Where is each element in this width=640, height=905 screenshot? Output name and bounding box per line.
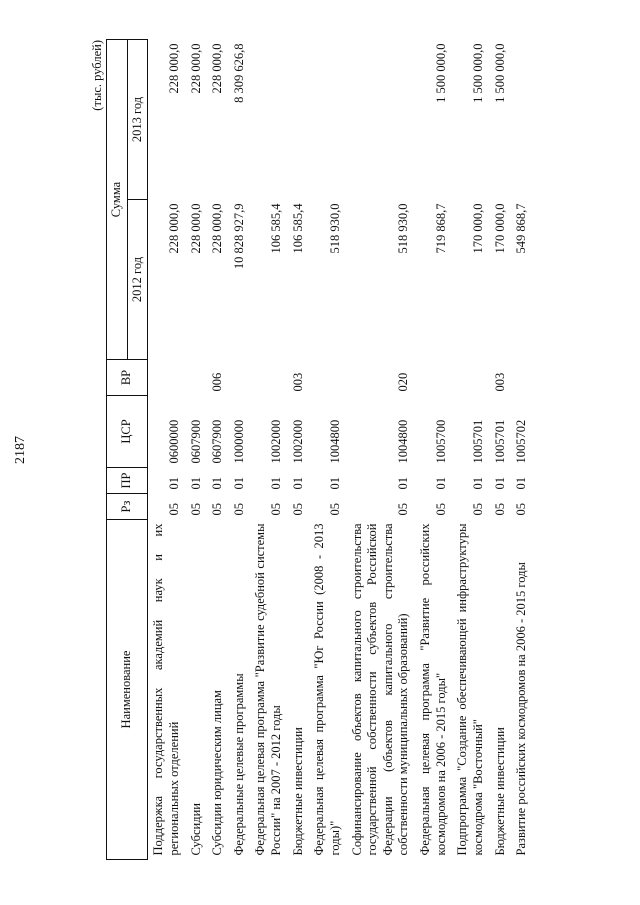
row-vr: 003 (290, 372, 305, 392)
row-pr: 01 (269, 477, 283, 490)
table-row (250, 40, 287, 860)
row-csr: 1000000 (231, 419, 246, 464)
row-amount-2013: 1 500 000,0 (433, 43, 448, 103)
table-row (229, 40, 251, 860)
row-vr: 003 (492, 372, 507, 392)
table-row (186, 40, 208, 860)
row-pr: 01 (290, 477, 305, 490)
row-amount-2013: 8 309 626,8 (231, 43, 246, 103)
row-vr (452, 360, 489, 396)
header-2013: 2013 год (127, 40, 148, 200)
row-name: Развитие российских космодромов на 2006 - 2015 годы (514, 562, 529, 856)
row-rz: 05 (470, 503, 485, 516)
row-vr: 006 (210, 372, 225, 392)
row-csr: 1005700 (433, 419, 448, 464)
row-pr: 01 (396, 477, 411, 490)
row-csr: 1005702 (514, 419, 529, 464)
row-vr (186, 360, 208, 396)
row-amount-2013 (250, 40, 287, 200)
row-amount-2013 (511, 40, 533, 200)
row-pr: 01 (210, 477, 225, 490)
row-amount-2013: 228 000,0 (188, 43, 203, 94)
table-row (415, 40, 452, 860)
header-sum: Сумма (107, 40, 128, 360)
budget-table (106, 39, 533, 860)
row-amount-2012: 518 930,0 (327, 203, 342, 254)
row-vr (309, 360, 346, 396)
row-amount-2012: 170 000,0 (492, 203, 507, 254)
row-vr (511, 360, 533, 396)
row-csr: 0600000 (166, 419, 181, 464)
row-csr: 1004800 (327, 419, 342, 464)
header-pr: ПР (107, 468, 148, 494)
page-number: 2187 (13, 436, 28, 464)
row-csr: 1005701 (470, 419, 485, 464)
row-pr: 01 (327, 477, 342, 490)
table-row (288, 40, 310, 860)
row-amount-2012: 719 868,7 (433, 203, 448, 254)
rotated-page-content (90, 40, 620, 860)
row-name: Федеральные целевые программы (231, 673, 246, 856)
row-pr: 01 (433, 477, 448, 490)
row-vr (229, 360, 251, 396)
row-name: Федеральная целевая программа "Юг России (2008 - 2013 годы)" (312, 523, 342, 856)
row-name: Софинансирование объектов капитального строительства государственной собственности субъектов Российской Федерации (объектов капитального строительства собственности муниципальных образований) (349, 523, 411, 856)
row-amount-2013 (288, 40, 310, 200)
header-vr: ВР (107, 360, 148, 396)
row-rz: 05 (231, 503, 246, 516)
row-amount-2012: 228 000,0 (166, 203, 181, 254)
row-rz: 05 (514, 503, 529, 516)
row-name: Бюджетные инвестиции (492, 727, 507, 856)
row-name: Поддержка государственных академий наук и их региональных отделений (151, 523, 181, 856)
row-pr: 01 (492, 477, 507, 490)
row-csr: 1002000 (290, 419, 305, 464)
row-pr: 01 (166, 477, 181, 490)
header-name: Наименование (107, 520, 148, 860)
row-amount-2013: 1 500 000,0 (492, 43, 507, 103)
row-pr: 01 (514, 477, 529, 490)
units-label: (тыс. рублей) (90, 40, 104, 111)
row-amount-2013: 228 000,0 (166, 43, 181, 94)
row-vr (250, 360, 287, 396)
row-pr: 01 (188, 477, 203, 490)
row-csr: 0607900 (188, 419, 203, 464)
table-row (309, 40, 346, 860)
row-amount-2012: 518 930,0 (396, 203, 411, 254)
table-row (452, 40, 489, 860)
row-amount-2012: 10 828 927,9 (231, 203, 246, 270)
row-amount-2013: 1 500 000,0 (470, 43, 485, 103)
header-2012: 2012 год (127, 200, 148, 360)
row-rz: 05 (396, 503, 411, 516)
table-body (148, 40, 533, 860)
table-header (107, 40, 148, 860)
row-rz: 05 (290, 503, 305, 516)
row-csr: 1005701 (492, 419, 507, 464)
table-row (347, 40, 416, 860)
header-rz: Рз (107, 494, 148, 520)
row-amount-2012: 549 868,7 (514, 203, 529, 254)
row-amount-2013 (347, 40, 416, 200)
row-rz: 05 (433, 503, 448, 516)
row-rz: 05 (492, 503, 507, 516)
row-name: Субсидии (188, 803, 203, 856)
row-rz: 05 (210, 503, 225, 516)
row-rz: 05 (269, 503, 283, 516)
row-rz: 05 (166, 503, 181, 516)
row-pr: 01 (470, 477, 485, 490)
table-row (511, 40, 533, 860)
header-csr: ЦСР (107, 396, 148, 468)
row-pr: 01 (231, 477, 246, 490)
row-name: Бюджетные инвестиции (290, 727, 305, 856)
row-rz: 05 (188, 503, 203, 516)
row-name: Подпрограмма "Создание обеспечивающей инфраструктуры космодрома "Восточный" (455, 523, 485, 856)
row-csr: 1002000 (269, 419, 283, 464)
row-vr (415, 360, 452, 396)
row-amount-2013 (309, 40, 346, 200)
row-name: Субсидии юридическим лицам (210, 690, 225, 856)
table-row (148, 40, 186, 860)
row-name: Федеральная целевая программа "Развитие судебной системы России" на 2007 - 2012 годы (253, 523, 283, 856)
row-rz: 05 (327, 503, 342, 516)
row-amount-2013: 228 000,0 (210, 43, 225, 94)
row-amount-2012: 170 000,0 (470, 203, 485, 254)
row-vr (148, 360, 186, 396)
row-name: Федеральная целевая программа "Развитие российских космодромов на 2006 - 2015 годы" (418, 523, 448, 856)
row-vr: 020 (396, 372, 411, 392)
row-csr: 1004800 (396, 419, 411, 464)
row-csr: 0607900 (210, 419, 225, 464)
row-amount-2012: 106 585,4 (290, 203, 305, 254)
row-amount-2012: 106 585,4 (269, 203, 283, 254)
table-row (490, 40, 512, 860)
table-row (207, 40, 229, 860)
row-amount-2012: 228 000,0 (210, 203, 225, 254)
row-amount-2012: 228 000,0 (188, 203, 203, 254)
